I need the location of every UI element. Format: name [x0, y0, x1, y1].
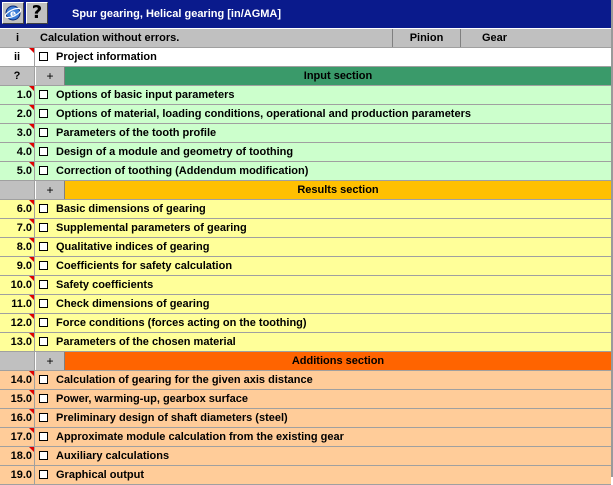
results-row[interactable]: [0, 295, 611, 314]
row-checkbox[interactable]: [39, 318, 48, 327]
row-checkbox[interactable]: [39, 299, 48, 308]
comment-marker-icon: [29, 447, 34, 452]
row-checkbox[interactable]: [39, 451, 48, 460]
comment-marker-icon: [29, 276, 34, 281]
results-section-header: [0, 181, 611, 200]
row-checkbox[interactable]: [39, 204, 48, 213]
section-title: Input section: [65, 67, 611, 85]
row-checkbox[interactable]: [39, 242, 48, 251]
row-label: Qualitative indices of gearing: [56, 241, 210, 253]
comment-marker-icon: [29, 314, 34, 319]
comment-marker-icon: [29, 390, 34, 395]
row-checkbox[interactable]: [39, 128, 48, 137]
row-number: 5.0: [0, 162, 35, 180]
window-title: Spur gearing, Helical gearing [in/AGMA]: [72, 8, 282, 20]
row-label: Graphical output: [56, 469, 144, 481]
row-checkbox[interactable]: [39, 166, 48, 175]
row-label: Design of a module and geometry of toothing: [56, 146, 294, 158]
section-expand-button[interactable]: +: [36, 352, 65, 370]
row-checkbox[interactable]: [39, 470, 48, 479]
status-row: [0, 29, 611, 48]
input-row[interactable]: [0, 86, 611, 105]
row-label: Project information: [56, 51, 157, 63]
comment-marker-icon: [29, 124, 34, 129]
row-checkbox[interactable]: [39, 223, 48, 232]
help-button[interactable]: [26, 2, 48, 24]
results-row[interactable]: [0, 314, 611, 333]
row-number: 14.0: [0, 371, 35, 389]
row-label: Parameters of the tooth profile: [56, 127, 217, 139]
comment-marker-icon: [29, 219, 34, 224]
results-row[interactable]: [0, 219, 611, 238]
input-row[interactable]: [0, 143, 611, 162]
results-row[interactable]: [0, 238, 611, 257]
row-checkbox[interactable]: [39, 109, 48, 118]
row-label: Calculation of gearing for the given axis distance: [56, 374, 313, 386]
results-row[interactable]: [0, 200, 611, 219]
row-label: Safety coefficients: [56, 279, 154, 291]
row-label: Power, warming-up, gearbox surface: [56, 393, 248, 405]
app-logo-button[interactable]: [2, 2, 24, 24]
comment-marker-icon: [29, 371, 34, 376]
row-checkbox[interactable]: [39, 280, 48, 289]
comment-marker-icon: [29, 143, 34, 148]
section-number: [0, 181, 35, 199]
row-number: 2.0: [0, 105, 35, 123]
row-label: Check dimensions of gearing: [56, 298, 210, 310]
section-title: Additions section: [65, 352, 611, 370]
row-number: 8.0: [0, 238, 35, 256]
row-number: 4.0: [0, 143, 35, 161]
row-number: 17.0: [0, 428, 35, 446]
row-number: 15.0: [0, 390, 35, 408]
row-label: Coefficients for safety calculation: [56, 260, 233, 272]
section-expand-button[interactable]: +: [36, 181, 65, 199]
svg-text:e: e: [9, 9, 17, 20]
row-number: 7.0: [0, 219, 35, 237]
section-title: Results section: [65, 181, 611, 199]
comment-marker-icon: [29, 333, 34, 338]
comment-marker-icon: [29, 86, 34, 91]
section-expand-button[interactable]: +: [36, 67, 65, 85]
comment-marker-icon: [29, 162, 34, 167]
comment-marker-icon: [29, 48, 34, 53]
row-number: 6.0: [0, 200, 35, 218]
additions-row[interactable]: [0, 466, 611, 485]
additions-row[interactable]: [0, 409, 611, 428]
title-bar: [0, 0, 611, 28]
input-section-header: [0, 67, 611, 86]
column-header-gear: Gear: [460, 29, 528, 47]
row-label: Basic dimensions of gearing: [56, 203, 206, 215]
row-checkbox[interactable]: [39, 147, 48, 156]
results-row[interactable]: [0, 333, 611, 352]
app-logo-icon: [3, 3, 23, 23]
row-number: ii: [0, 48, 35, 66]
comment-marker-icon: [29, 409, 34, 414]
comment-marker-icon: [29, 200, 34, 205]
additions-row[interactable]: [0, 371, 611, 390]
row-number: 9.0: [0, 257, 35, 275]
row-label: Supplemental parameters of gearing: [56, 222, 247, 234]
row-label: Options of basic input parameters: [56, 89, 235, 101]
help-icon: ?: [31, 2, 43, 23]
comment-marker-icon: [29, 238, 34, 243]
row-label: Force conditions (forces acting on the toothing): [56, 317, 307, 329]
row-checkbox[interactable]: [39, 432, 48, 441]
additions-row[interactable]: [0, 390, 611, 409]
row-label: Preliminary design of shaft diameters (steel): [56, 412, 288, 424]
row-checkbox[interactable]: [39, 90, 48, 99]
row-label: Options of material, loading conditions, operational and production parameters: [56, 108, 471, 120]
input-row[interactable]: [0, 162, 611, 181]
comment-marker-icon: [29, 257, 34, 262]
row-label: Auxiliary calculations: [56, 450, 170, 462]
input-row[interactable]: [0, 105, 611, 124]
section-number: [0, 352, 35, 370]
row-label: Parameters of the chosen material: [56, 336, 236, 348]
results-row[interactable]: [0, 257, 611, 276]
row-number: 18.0: [0, 447, 35, 465]
additions-section-header: [0, 352, 611, 371]
row-number: 16.0: [0, 409, 35, 427]
additions-row[interactable]: [0, 447, 611, 466]
section-number: ?: [0, 67, 35, 85]
column-header-pinion: Pinion: [392, 29, 460, 47]
input-row[interactable]: [0, 124, 611, 143]
comment-marker-icon: [29, 428, 34, 433]
status-number: i: [15, 32, 20, 44]
row-number: 11.0: [0, 295, 35, 313]
row-number: 3.0: [0, 124, 35, 142]
results-row[interactable]: [0, 276, 611, 295]
row-label: Approximate module calculation from the existing gear: [56, 431, 344, 443]
row-checkbox[interactable]: [39, 394, 48, 403]
row-number: 19.0: [0, 466, 35, 484]
row-number: 1.0: [0, 86, 35, 104]
row-label: Correction of toothing (Addendum modification): [56, 165, 309, 177]
status-text: Calculation without errors.: [40, 32, 180, 44]
row-checkbox[interactable]: [39, 261, 48, 270]
row-number: 10.0: [0, 276, 35, 294]
row-checkbox[interactable]: [39, 375, 48, 384]
comment-marker-icon: [29, 295, 34, 300]
comment-marker-icon: [29, 105, 34, 110]
row-number: 12.0: [0, 314, 35, 332]
project-information-row[interactable]: [0, 48, 611, 67]
row-checkbox[interactable]: [39, 413, 48, 422]
row-checkbox[interactable]: [39, 52, 48, 61]
row-checkbox[interactable]: [39, 337, 48, 346]
row-number: 13.0: [0, 333, 35, 351]
additions-row[interactable]: [0, 428, 611, 447]
